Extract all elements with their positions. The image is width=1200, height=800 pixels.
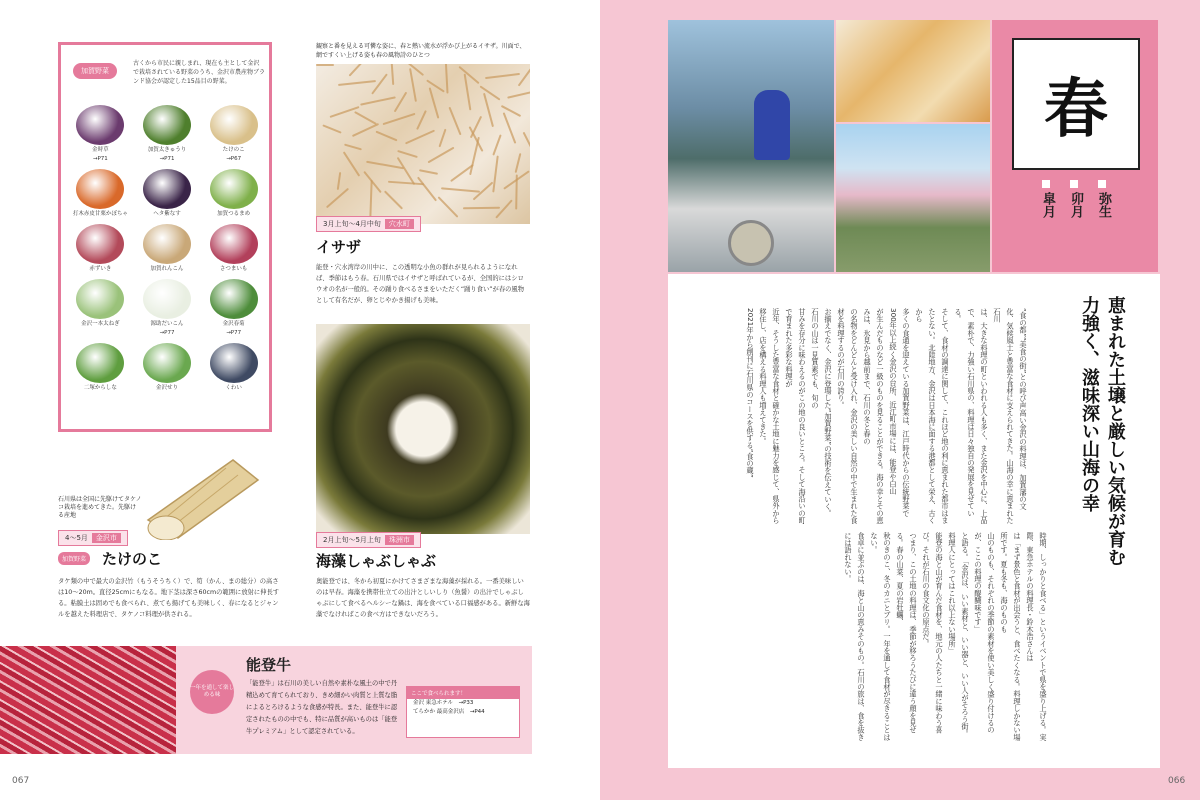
vegetable-illustration [76, 105, 124, 145]
iseza-fish-stroke [409, 68, 417, 102]
iseza-photo [316, 64, 530, 224]
vegetable-page-ref: →P77 [226, 330, 242, 336]
vegetable-item [136, 279, 199, 337]
article-paragraph: は「まず景色と食材が出会うと、食べたくなる。料理しかない場所です。夏も冬も、海のものも [1000, 532, 1022, 741]
iseza-fish-stroke [483, 93, 494, 127]
iseza-fish-stroke [352, 123, 379, 137]
iseza-fish-stroke [343, 151, 360, 176]
season-kanji-frame [1012, 38, 1140, 170]
takenoko-illustration [138, 450, 268, 540]
month-uzuki [1066, 180, 1082, 218]
iseza-fish-stroke [369, 180, 372, 218]
vegetable-illustration [76, 279, 124, 319]
vegetable-illustration [210, 224, 258, 264]
iseza-fish-stroke [438, 129, 446, 148]
vegetable-illustration [210, 169, 258, 209]
article-body-lower [700, 532, 1050, 742]
vegetable-grid [69, 105, 265, 392]
article-paragraph: 能登の海と山が育んだ食材を、地元の人たちと一緒に味わう喜び。それが石川の食文化の原点だ。 [922, 532, 944, 734]
kaga-vegetables-box [58, 42, 272, 432]
vegetable-item [136, 169, 199, 218]
month-satsuki [1038, 180, 1054, 218]
vegetable-page-ref: →P71 [92, 156, 108, 162]
kaiso-photo [316, 324, 530, 534]
article-paragraph: は、大きな料理の町といわれる人も多く、また金沢を中心に、上品で、素朴で、力強い石川県の、料理は日々独自の発展を見せている。 [954, 308, 989, 524]
vegetable-name: 加賀つるまめ [217, 211, 251, 217]
headline-line: 恵まれた土壌と厳しい気候が育む [1105, 296, 1126, 566]
iseza-fish-stroke [518, 68, 530, 87]
month-label: 皐月 [1040, 192, 1055, 218]
vegetable-item [202, 169, 265, 218]
article-paragraph: と語る。「金沢は、いい素材と、いい器と、いい人がそろう街。料理人にとってはこれ以上ない場所」 [948, 532, 970, 738]
article-paragraph: お揃えでなく、金沢に登場した“加賀野菜”の技術を伝えていく。石川の山は一見質素でも、旬の [811, 308, 833, 518]
headline-line: 力強く、滋味深い山海の幸 [1079, 296, 1100, 512]
vegetable-page-ref: →P71 [159, 156, 175, 162]
vegetable-illustration [76, 169, 124, 209]
vegetable-illustration [143, 343, 191, 383]
kaga-vegetables-badge: 加賀野菜 [73, 63, 117, 79]
iseza-bowl-photo [836, 20, 990, 122]
article-paragraph: 2021年から創刊に石川県のコースを供する“食の蔵” [746, 308, 755, 478]
vegetable-item [202, 224, 265, 273]
vegetable-name: 金時草 [92, 147, 109, 153]
iseza-fish-stroke [326, 188, 349, 209]
iseza-fish-stroke [438, 196, 459, 218]
iseza-fish-stroke [405, 130, 435, 145]
iseza-fish-stroke [492, 134, 501, 155]
iseza-fish-stroke [390, 64, 395, 85]
iseza-fish-stroke [344, 144, 362, 151]
vegetable-name: たけのこ [222, 147, 245, 153]
vegetable-name: 源助だいこん [150, 321, 184, 327]
article-paragraph: 秋のきのこ、冬のカニとブリ。一年を通して食材が尽きることはない。 [870, 532, 892, 741]
vegetable-illustration [76, 343, 124, 383]
month-yayoi [1094, 180, 1110, 218]
article-paragraph: つまり、この土地の料理は、季節が移ろうたびに違う顔を見せる。春の山菜、夏の岩牡蠣、 [896, 532, 918, 734]
fisherman-photo [668, 20, 834, 272]
iseza-fish-stroke [349, 64, 369, 77]
vegetable-item [136, 343, 199, 392]
vegetable-page-ref: →P67 [226, 156, 242, 162]
iseza-fish-stroke [485, 73, 520, 79]
iseza-date: 3月上旬〜4月中旬 [323, 220, 381, 228]
kaga-vegetables-intro: 古くから市民に親しまれ、現在も主として金沢で栽培されている野菜のうち、金沢市農産物ブランド協会が認定した15品目の野菜。 [133, 60, 266, 85]
iseza-fish-stroke [492, 156, 498, 193]
iseza-fish-stroke [384, 190, 403, 209]
vegetable-name: 加賀太きゅうり [147, 147, 187, 153]
where-to-eat-line: てらかか 最高金沢店 →P44 [413, 709, 485, 715]
article-paragraph: 多くの食通を迎えている加賀野菜は、江戸時代からの伝統野菜で300年以上続く金沢の台所、近江町市場には、能登や白山 [889, 308, 911, 517]
vegetable-item [69, 169, 132, 218]
vegetable-illustration [76, 224, 124, 264]
vegetable-name: 加賀れんこん [150, 266, 184, 272]
takenoko-date: 4〜5月 [65, 534, 88, 542]
months-row [1038, 180, 1110, 218]
vegetable-item [136, 224, 199, 273]
iseza-fish-stroke [419, 169, 438, 175]
iseza-fish-stroke [417, 177, 437, 202]
vegetable-item [69, 224, 132, 273]
where-to-eat-line: 金沢 東急ホテル →P33 [413, 700, 474, 706]
takenoko-caption: 石川県は全国に先駆けてタケノコ栽培を進めてきた。先駆ける産地 [58, 496, 142, 519]
kaiso-date-tag [316, 532, 421, 548]
iseza-fish-stroke [360, 96, 396, 105]
iseza-fish-stroke [388, 181, 424, 186]
takenoko-text: タケ類の中で最大の金沢竹（もうそうちく）で、筍（かん、まの総分）の高さは10〜20m。直径25cmにもなる。地下茎は深さ60cmの範囲に放射に伸長する。粘膜土は固めでも食べられ、煮ても揚げても美味しく、春になるとジャンルを越えた料理店で、タケノコ料理が供される。 [58, 578, 280, 618]
takenoko-location: 金沢市 [92, 533, 121, 543]
vegetable-illustration [143, 279, 191, 319]
iseza-fish-stroke [523, 132, 530, 161]
iseza-date-tag [316, 216, 421, 232]
noto-beef-text: 「能登牛」は石川の美しい自然や素朴な風土の中で丹精込めて育てられており、きめ細かい肉質と上質な脂によるとろけるような食感が特長。また、能登牛に認定されたものの中でも、特に品質が高いものは「能登牛プレミアム」として認定されている。 [246, 680, 398, 735]
iseza-fish-stroke [394, 92, 408, 113]
iseza-fish-stroke [444, 64, 448, 94]
iseza-fish-stroke [448, 107, 461, 136]
article-paragraph: 山のものも、それぞれの季節の素材を使い美しく盛り付けるのが、ここの料理の醍醐味です」 [974, 532, 996, 734]
iseza-fish-stroke [363, 171, 382, 193]
vegetable-item [202, 343, 265, 392]
vegetable-illustration [143, 105, 191, 145]
iseza-fish-stroke [458, 66, 479, 84]
iseza-fish-stroke [515, 153, 522, 173]
vegetable-page-ref: →P77 [159, 330, 175, 336]
vegetable-name: 金沢春菊 [222, 321, 245, 327]
iseza-fish-stroke [354, 111, 377, 125]
noto-beef-photo [0, 646, 176, 754]
article-paragraph: “食の都”“美食の街”との呼び声高い金沢の料理は、加賀藩の文化、気候風土と豊富な食材に支えられてきた。山海の幸に恵まれた石川 [993, 308, 1028, 524]
iseza-fish-stroke [371, 73, 388, 94]
takenoko-date-tag [58, 530, 128, 546]
vegetable-name: くわい [225, 385, 242, 391]
iseza-fish-stroke [405, 64, 424, 76]
where-to-eat-box [406, 686, 520, 738]
vegetable-name: 金沢せり [155, 385, 178, 391]
iseza-fish-stroke [338, 80, 376, 86]
takenoko-title: たけのこ [102, 550, 163, 568]
vegetable-illustration [210, 105, 258, 145]
kaiso-title: 海藻しゃぶしゃぶ [316, 552, 437, 570]
vegetable-illustration [143, 169, 191, 209]
kaiso-text: 奥能登では、冬から初夏にかけてさまざまな海藻が採れる。一番美味しいのは早春。海藻を携帯仕立ての出汁としいしり（魚醤）の出汁でしゃぶしゃぶにして食べるヘルシーな鍋は、海を食べている口福感がある。新鮮な海藻でなければこの食べ方はできないだろう。 [316, 578, 530, 618]
vegetable-name: 赤ずいき [89, 266, 112, 272]
cherry-blossom-canal-photo [836, 124, 990, 272]
noto-beef-title: 能登牛 [246, 656, 292, 674]
vegetable-illustration [143, 224, 191, 264]
bucket [728, 220, 774, 266]
kaiso-location: 珠洲市 [385, 535, 414, 545]
article-paragraph: が生んだものなど一級のものを見ることができる。海の幸とその恵みは、氷見から越前まで、石川の冬と春の [863, 308, 885, 524]
iseza-fish-stroke [428, 147, 455, 164]
iseza-fish-stroke [316, 64, 334, 66]
iseza-fish-stroke [376, 131, 398, 142]
article-paragraph: そして、食材の調達に関して、これほど地の利に恵まれた都市はまたとない。北陸地方、金沢は日本海に面する港都として栄え、古くから [915, 308, 950, 524]
vegetable-name: 金沢一本太ねぎ [81, 321, 120, 327]
iseza-fish-stroke [383, 113, 416, 125]
vegetable-name: 打木赤皮甘栗かぼちゃ [72, 211, 128, 217]
iseza-location: 穴水町 [385, 219, 414, 229]
where-to-eat-heading: ここで食べられます！ [407, 687, 519, 699]
iseza-caption: 観察と番を見える可憐な姿に、春と熱い流水が浮かび上がるイサザ。川面で、網ですくい上げる姿も春の風物詩のひとつ [316, 43, 526, 59]
iseza-fish-stroke [397, 150, 418, 158]
month-label: 卯月 [1068, 192, 1083, 218]
page-number-left: 067 [12, 776, 30, 786]
vegetable-item [69, 105, 132, 163]
iseza-fish-stroke [322, 124, 341, 133]
vegetable-item [69, 279, 132, 337]
article-paragraph: 近年、そうした豊富な食材と確かな土地に魅力を感じて、県外から移住し、店を構える料理人も増えてきた。 [759, 308, 781, 524]
article-paragraph: 甘みを存分に味わえるのがこの地の良いところ。そして海沿いの町で育まれた多彩な料理が [785, 308, 807, 524]
season-kanji: 春 [1044, 72, 1108, 147]
takenoko-badge: 加賀野菜 [58, 552, 90, 565]
iseza-fish-stroke [441, 187, 480, 192]
iseza-text: 能登・穴水湾岸の川中に、この透明な小魚の群れが見られるようになれば、季節はもう春。石川県ではイサザと呼ばれているが、全国的にはシロウオの名が一般的。その踊り食べるさまをいただく“踊り食い”が春の風物として有名だが、卵とじやかき揚げも美味。 [316, 264, 525, 304]
iseza-fish-stroke [464, 74, 472, 111]
iseza-title: イサザ [316, 238, 362, 256]
noto-beef-panel [176, 646, 532, 754]
iseza-fish-stroke [507, 89, 530, 98]
iseza-fish-stroke [416, 110, 427, 130]
iseza-fish-stroke [463, 207, 500, 210]
page-number-right: 066 [1168, 776, 1186, 786]
iseza-fish-stroke [429, 87, 440, 118]
month-label: 弥生 [1096, 192, 1111, 218]
iseza-fish-stroke [503, 112, 517, 144]
article-body-upper [700, 308, 1030, 524]
vegetable-item [136, 105, 199, 163]
season-panel [992, 20, 1158, 272]
vegetable-illustration [210, 279, 258, 319]
vegetable-illustration [210, 343, 258, 383]
article-paragraph: 食卓に並ぶのは、海と山の恵みそのもの。石川の旅は、食を抜きには語れない。 [844, 532, 866, 741]
article-headline [1076, 296, 1128, 616]
year-round-badge: 一年を通して楽しめる味 [190, 670, 234, 714]
article-paragraph: 時期、しっかりと食べる」というイベントで県を盛り上げる。実際、東急ホテルの料理長・鈴木浩さんは [1026, 532, 1048, 741]
vegetable-item [202, 279, 265, 337]
kaiso-date: 2月上旬〜5月上旬 [323, 536, 381, 544]
iseza-fish-stroke [515, 174, 518, 209]
iseza-fish-stroke [495, 199, 513, 218]
fisherman-figure [754, 90, 790, 160]
vegetable-item [202, 105, 265, 163]
vegetable-name: 二塚からしな [83, 385, 117, 391]
vegetable-name: さつまいも [219, 266, 248, 272]
iseza-fish-stroke [337, 172, 341, 190]
article-paragraph: の名物をどんどんと受け入れ、金沢の美しい自然の中で生まれた食材を料理するのが石川の誇り。 [837, 308, 859, 524]
vegetable-item [69, 343, 132, 392]
vegetable-name: ヘタ紫なす [153, 211, 181, 217]
